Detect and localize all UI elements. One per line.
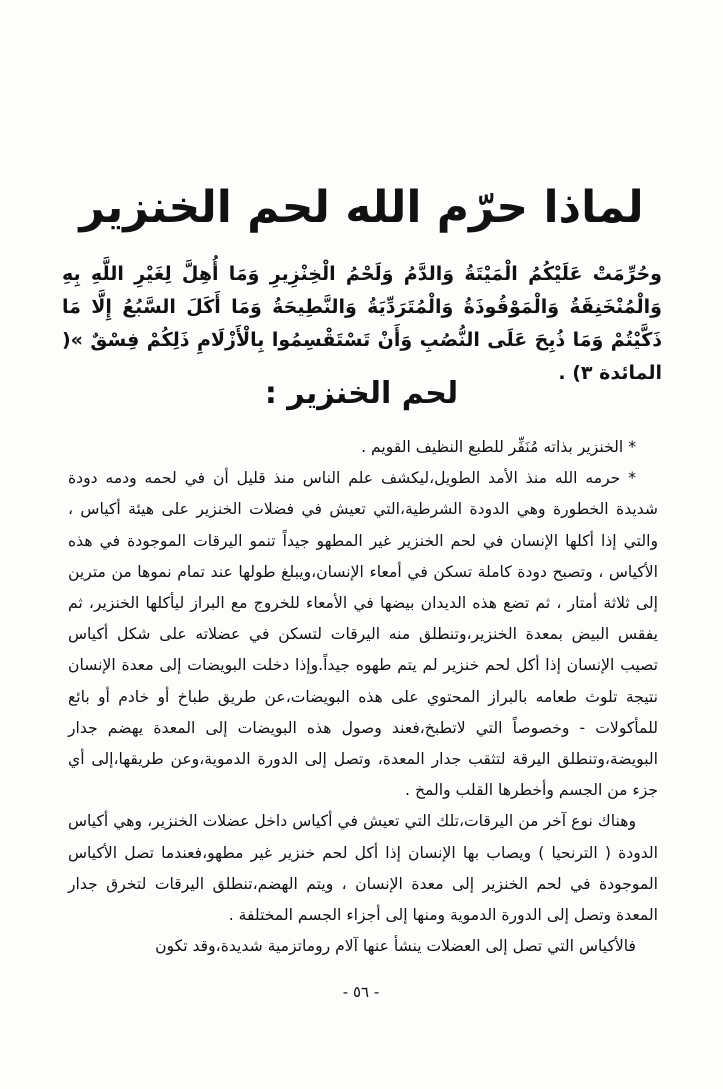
paragraph: وهناك نوع آخر من اليرقات،تلك التي تعيش في أكياس داخل عضلات الخنزير، وهي أكياس الدودة ( الترنحيا ) ويصاب بها الإنسان إذا أكل لحم خنزير غير مطهو،فعندما تصل الأكياس الموجودة في لحم الخنزير إلى معدة الإنسان ، ويتم الهضم،تنطلق اليرقات لتخرق جدار المعدة وتصل إلى الدورة الدموية ومنها إلى أجزاء الجسم المختلفة . [68,812,658,925]
section-heading: لحم الخنزير : [264,376,459,411]
paragraph: فالأكياس التي تصل إلى العضلات ينشأ عنها آلام روماتزمية شديدة،وقد تكون [155,937,636,956]
body-text [68,432,658,962]
page-title: لماذا حرّم الله لحم الخنزير [79,182,644,233]
quran-verse: وحُرِّمَتْ عَلَيْكُمُ الْمَيْتَةُ وَالدَّمُ وَلَحْمُ الْخِنْزِيرِ وَمَا أُهِلَّ لِغَيْرِ اللَّهِ بِهِ وَالْمُنْخَنِقَةُ وَالْمَوْقُوذَةُ وَالْمُتَرَدِّيَةُ وَالنَّطِيحَةُ وَمَا أَكَلَ السَّبُعُ إِلَّا مَا ذَكَّيْتُمْ وَمَا ذُبِحَ عَلَى النُّصُبِ وَأَنْ تَسْتَقْسِمُوا بِالْأَزْلَامِ ذَلِكُمْ فِسْقٌ »( المائدة ٣) . [62,263,662,384]
page-number: - ٥٦ - [342,983,380,1001]
paragraph: * الخنزير بذاته مُنَفِّر للطبع النظيف القويم . [361,438,636,456]
paragraph: * حرمه الله منذ الأمد الطويل،ليكشف علم الناس منذ قليل أن في لحمه ودمه دودة شديدة الخطورة وهي الدودة الشرطية،التي تعيش في فضلات الخنزير على هيئة أكياس ، والتي إذا أكلها الإنسان في لحم الخنزير غير المطهو جيداً تنمو اليرقات الموجودة في هذه الأكياس ، وتصبح دودة كاملة تسكن في أمعاء الإنسان،ويبلغ طولها عند تمام نموها من مترين إلى ثلاثة أمتار ، ثم تضع هذه الديدان بيضها في الأمعاء للخروج مع البراز ليأكلها الخنزير، ثم يفقس البيض بمعدة الخنزير،وتنطلق منه اليرقات لتسكن في عضلاته على شكل أكياس تصيب الإنسان إذا أكل لحم خنزير لم يتم طهوه جيداً.وإذا دخلت البويضات إلى معدة الإنسان نتيجة تلوث طعامه بالبراز المحتوي على هذه البويضات،عن طريق طباخ أو خادم أو بائع للمأكولات - وخصوصاً التي لاتطبخ،فعند وصول هذه البويضات إلى المعدة يهضم جدار البويضة،وتنطلق اليرقة لتثقب جدار المعدة، وتصل إلى الدورة الدموية،وعن طريقها،إلى أي جزء من الجسم وأخطرها القلب والمخ . [68,469,658,800]
